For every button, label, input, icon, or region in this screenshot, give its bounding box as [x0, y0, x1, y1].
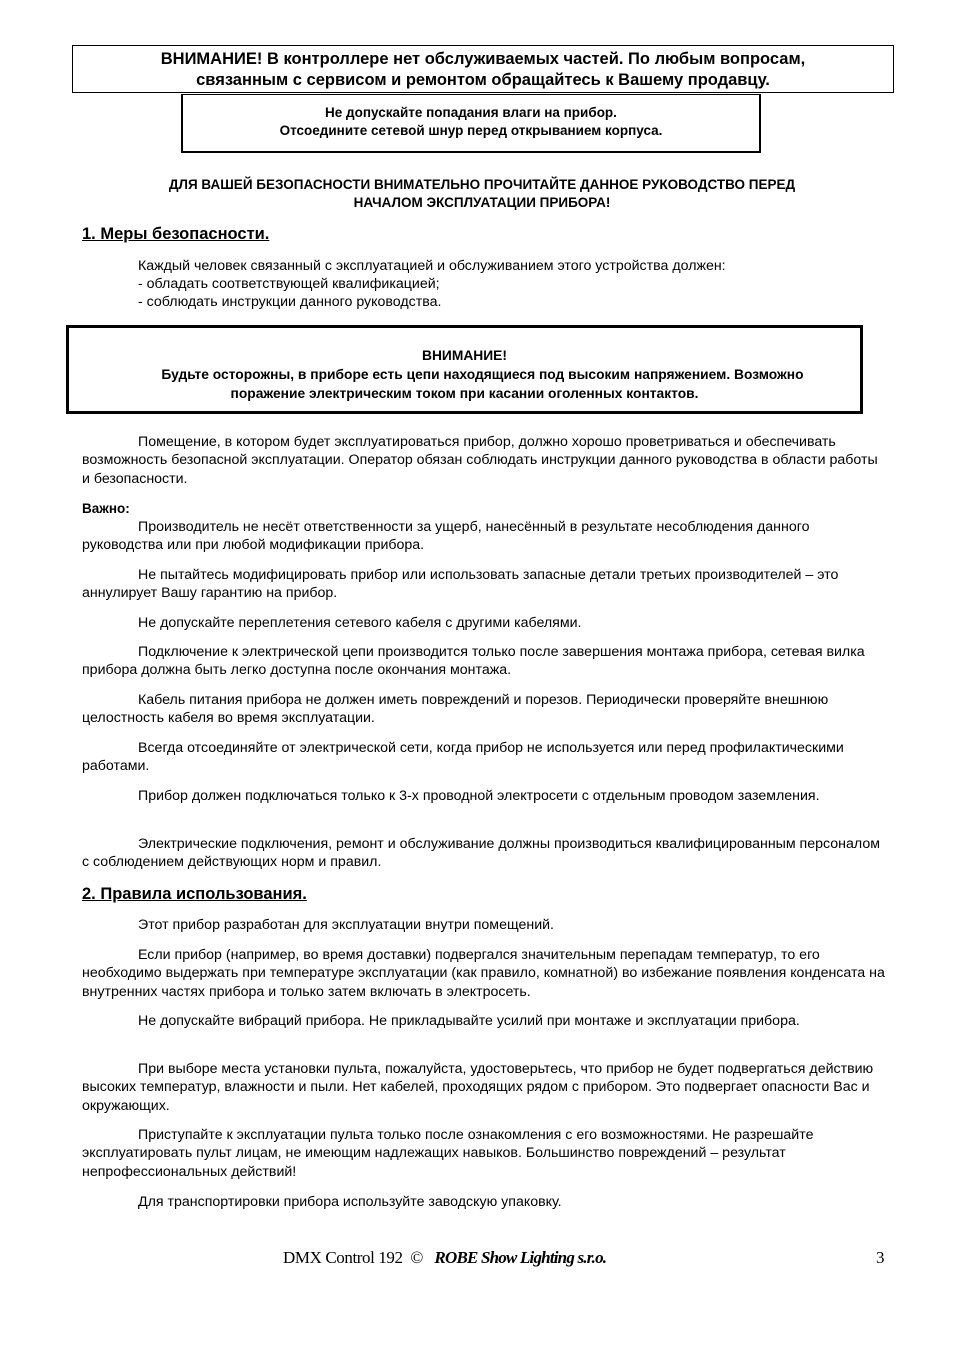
list-item: - обладать соответствующей квалификацией;: [138, 276, 440, 293]
paragraph-operate: Приступайте к эксплуатации пульта только после ознакомления с его возможностями. Не разрешайте эксплуатировать пульт лицам, не имеющим надлежащих навыков. Большинство повреждений – результат непрофессиональных действий!: [82, 1127, 814, 1180]
moisture-warning-line1: Не допускайте попадания влаги на прибор.: [325, 105, 617, 120]
paragraph-modify: Не пытайтесь модифицировать прибор или использовать запасные детали третьих производителей – это аннулирует Вашу гарантию на прибор.: [82, 567, 839, 602]
footer-copyright: ©: [410, 1248, 423, 1267]
important-label: Важно:: [82, 501, 130, 516]
paragraph-indoor: Этот прибор разработан для эксплуатации внутри помещений.: [138, 917, 554, 933]
section2-title: 2. Правила использования.: [82, 885, 307, 903]
footer-title: [283, 1248, 606, 1268]
paragraph-room: Помещение, в котором будет эксплуатироваться прибор, должно хорошо проветриваться и обеспечивать возможность безопасной эксплуатации. Оператор обязан соблюдать инструкции данного руководства в области работы и безопасности.: [82, 434, 878, 487]
paragraph-disconnect: Всегда отсоединяйте от электрической сети, когда прибор не используется или перед профилактическими работами.: [82, 740, 844, 775]
safety-notice: [82, 176, 882, 212]
paragraph-tangle: Не допускайте переплетения сетевого кабеля с другими кабелями.: [138, 615, 582, 631]
paragraph-vibration: Не допускайте вибраций прибора. Не прикладывайте усилий при монтаже и эксплуатации прибора.: [138, 1013, 800, 1029]
high-voltage-warning-title: ВНИМАНИЕ!: [422, 348, 507, 363]
page-footer: [0, 1248, 954, 1272]
paragraph-service: Электрические подключения, ремонт и обслуживание должны производиться квалифицированным персоналом с соблюдением действующих норм и правил.: [82, 836, 880, 871]
paragraph-temperature: Если прибор (например, во время доставки) подвергался значительным перепадам температур, то его необходимо выдержать при температуре эксплуатации (как правило, комнатной) во избежание появления конденсата на внутренних частях прибора и только затем включать в электросеть.: [82, 947, 885, 1000]
paragraph-connect: Подключение к электрической цепи производится только после завершения монтажа прибора, сетевая вилка прибора должна быть легко доступна после окончания монтажа.: [82, 644, 865, 679]
list-item: Каждый человек связанный с эксплуатацией и обслуживанием этого устройства должен:: [138, 258, 726, 274]
safety-notice-line1: ДЛЯ ВАШЕЙ БЕЗОПАСНОСТИ ВНИМАТЕЛЬНО ПРОЧИТАЙТЕ ДАННОЕ РУКОВОДСТВО ПЕРЕД: [168, 177, 796, 192]
footer-company: ROBE Show Lighting s.r.o.: [434, 1248, 607, 1267]
section1-intro-list: [138, 257, 726, 312]
high-voltage-warning-line2: поражение электрическим током при касании оголенных контактов.: [230, 386, 699, 401]
moisture-warning-box: [181, 94, 761, 153]
paragraph-cable: Кабель питания прибора не должен иметь повреждений и порезов. Периодически проверяйте внешнюю целостность кабеля во время эксплуатации.: [82, 692, 829, 727]
paragraph-transport: Для транспортировки прибора используйте заводскую упаковку.: [138, 1194, 562, 1210]
list-item: - соблюдать инструкции данного руководства.: [138, 294, 442, 311]
service-warning-line2: связанным с сервисом и ремонтом обращайтесь к Вашему продавцу.: [196, 71, 770, 89]
moisture-warning-line2: Отсоедините сетевой шнур перед открыванием корпуса.: [279, 123, 663, 138]
service-warning-line1: ВНИМАНИЕ! В контроллере нет обслуживаемых частей. По любым вопросам,: [160, 50, 806, 68]
paragraph-ground: Прибор должен подключаться только к 3-х проводной электросети с отдельным проводом заземления.: [138, 788, 820, 804]
safety-notice-line2: НАЧАЛОМ ЭКСПЛУАТАЦИИ ПРИБОРА!: [353, 195, 611, 210]
high-voltage-warning-box: [66, 325, 863, 414]
footer-product: DMX Control 192: [283, 1248, 403, 1267]
section1-title: 1. Меры безопасности.: [82, 225, 270, 243]
high-voltage-warning-line1: Будьте осторожны, в приборе есть цепи находящиеся под высоким напряжением. Возможно: [161, 367, 804, 382]
paragraph-location: При выборе места установки пульта, пожалуйста, удостоверьтесь, что прибор не будет подвергаться действию высоких температур, влажности и пыли. Нет кабелей, проходящих рядом с прибором. Это подвергает опасности Вас и окружающих.: [82, 1061, 874, 1114]
paragraph-liability: Производитель не несёт ответственности за ущерб, нанесённый в результате несоблюдения данного руководства или при любой модификации прибора.: [82, 519, 810, 554]
service-warning-box: [72, 45, 894, 93]
page-number: 3: [876, 1248, 885, 1267]
